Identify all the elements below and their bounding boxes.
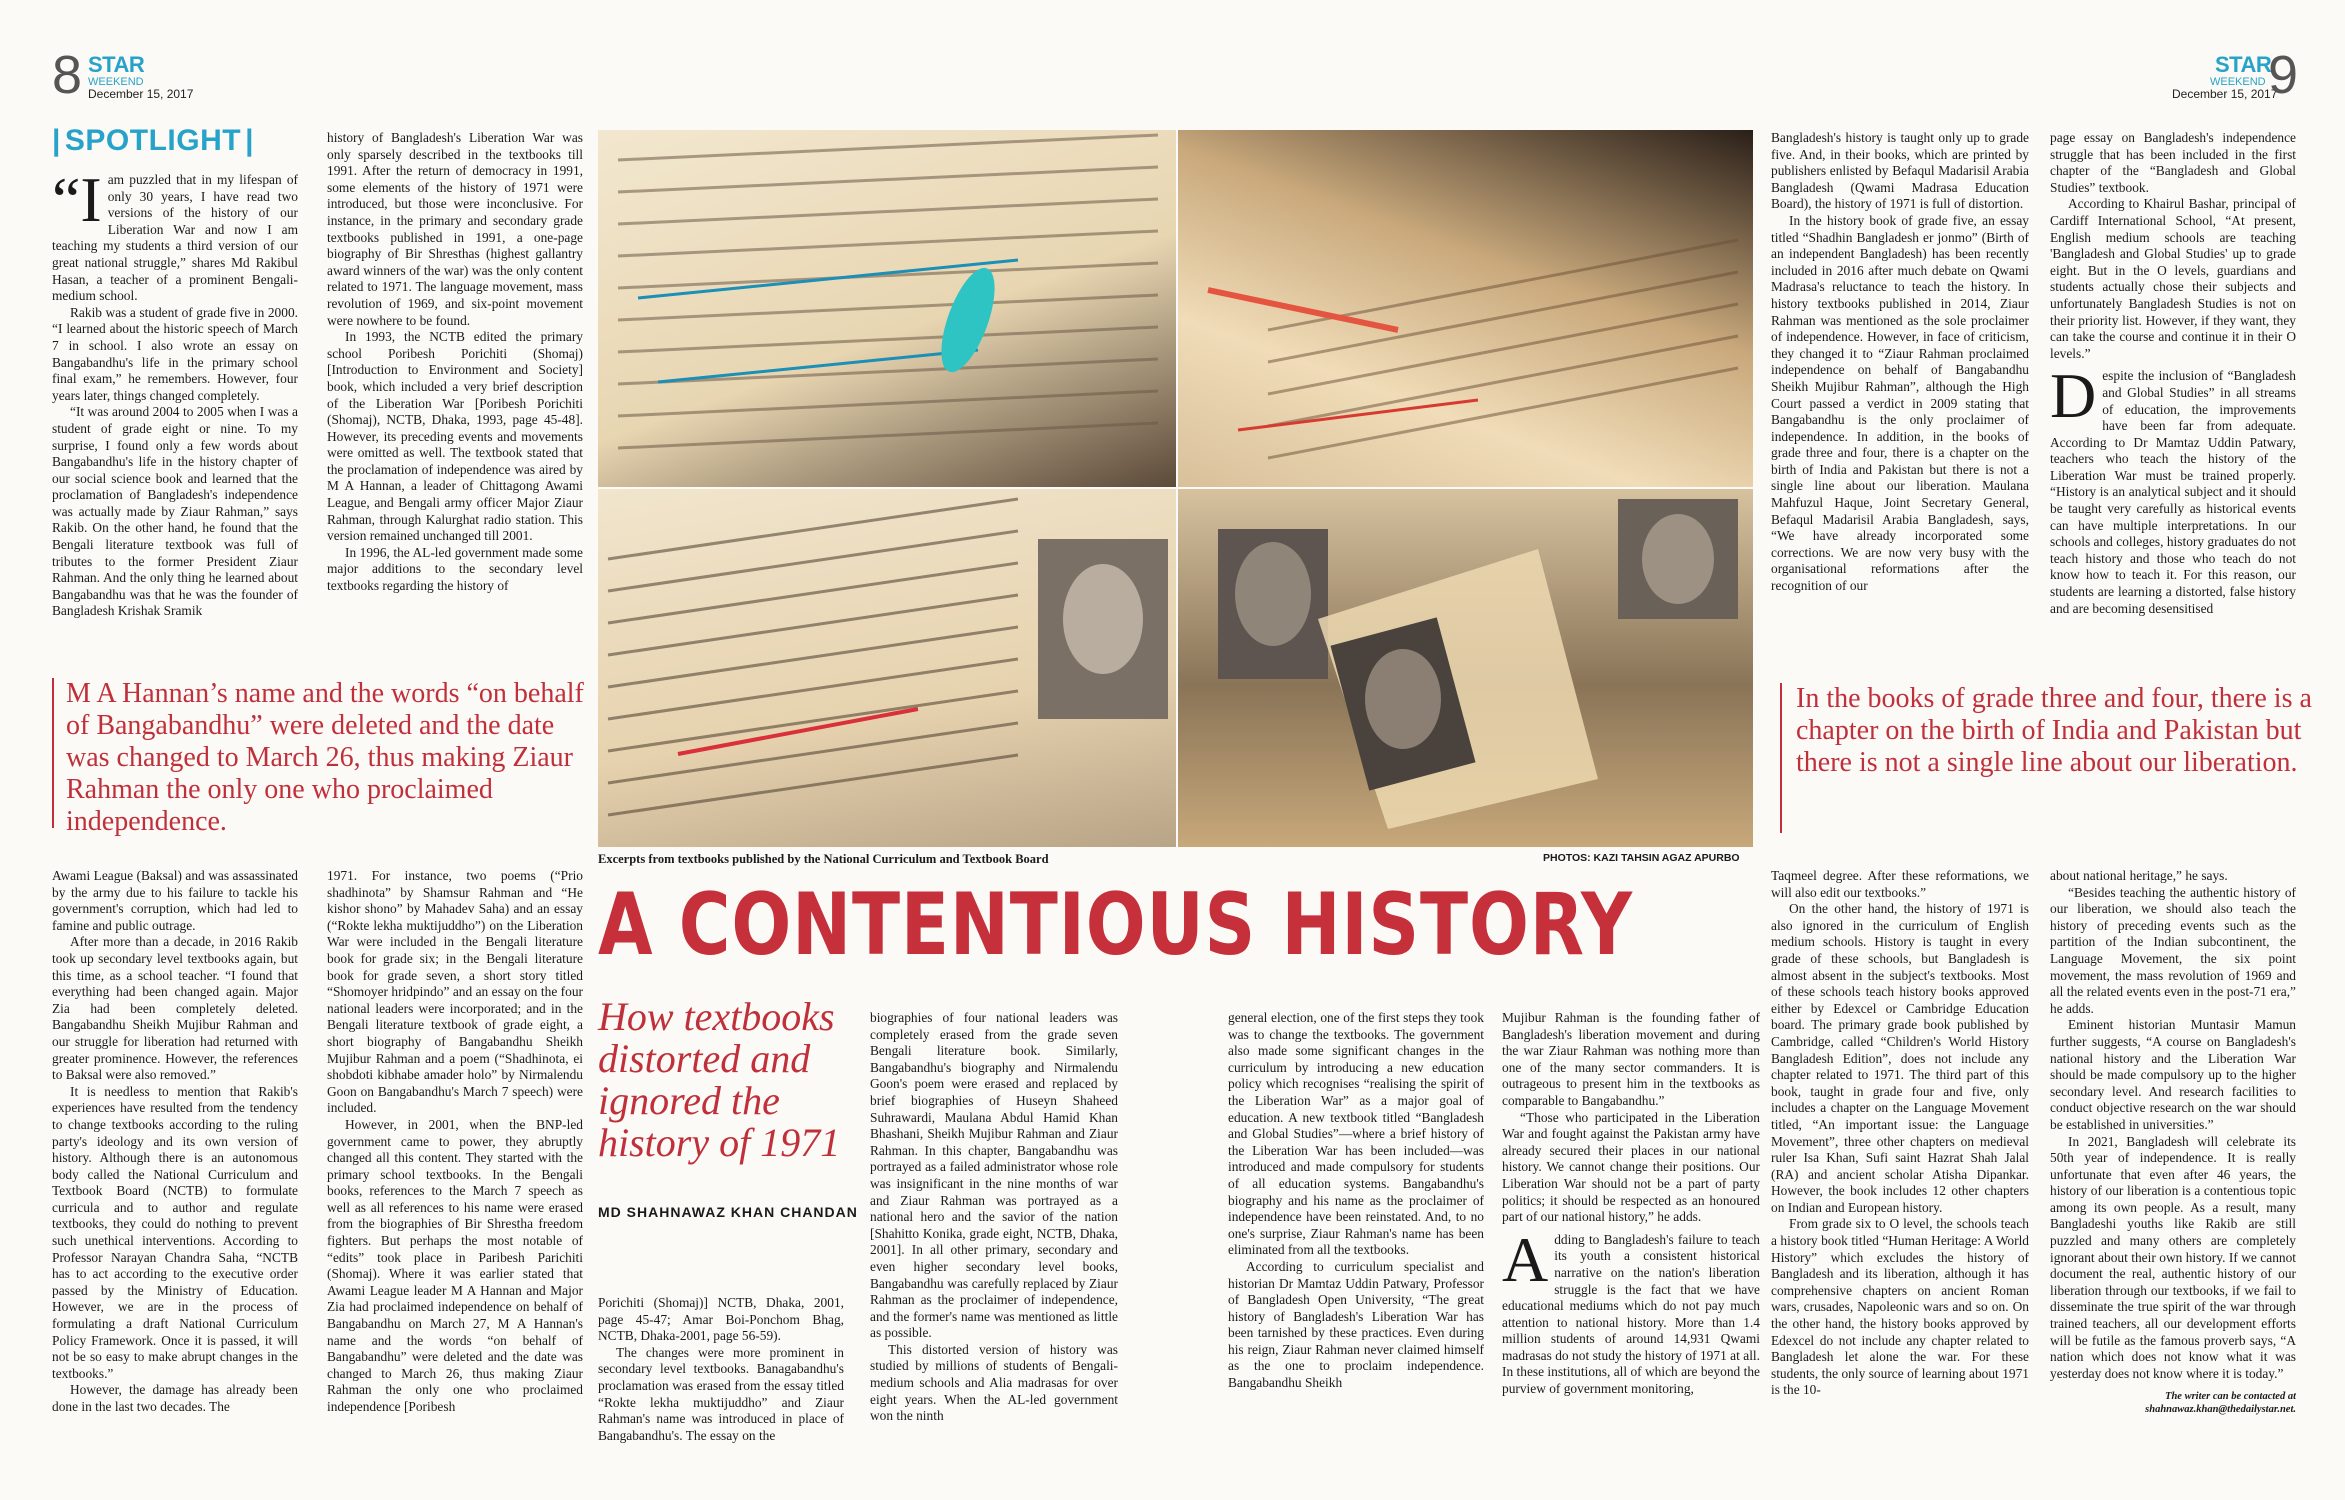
author-note: The writer can be contacted at — [2165, 1391, 2296, 1403]
brand-logo-left: STAR — [88, 52, 145, 77]
photo-caption: Excerpts from textbooks published by the National Curriculum and Textbook Board — [598, 852, 1049, 866]
article-column-4 — [2050, 130, 2296, 650]
article-column-b7 — [1771, 868, 2029, 1460]
section-dropcap: D — [2050, 360, 2097, 432]
page-number-left: 8 — [52, 45, 83, 105]
paragraph: This distorted version of history was studied by millions of students of Bengali-medium schools and Alia madrasas for over eight years. When the AL-led government won the ninth — [870, 1341, 1118, 1424]
textbook-photo-4 — [1178, 489, 1753, 847]
paragraph: In 1996, the AL-led government made some major additions to the secondary level textbooks regarding the history of — [327, 544, 583, 594]
paragraph: In 1993, the NCTB edited the primary school Poribesh Porichiti (Shomaj) [Introduction to Environment and Society] book, which included a very brief description of the Liberation War [Poribesh Porichiti (Shomaj), NCTB, Dhaka, 1993, page 45-48]. However, its preceding events and movements were omitted as well. The textbook stated that the proclamation of independence was aired by M A Hannan, a leader of Chittagong Awami League, and Bengali army officer Major Ziaur Rahman, through Kalurghat radio station. This version remained unchanged till 2001. — [327, 329, 583, 544]
article-column-b4 — [870, 1010, 1118, 1460]
textbook-photo-2 — [1178, 130, 1753, 487]
textbook-photo-3-art — [598, 489, 1176, 847]
textbook-photo-2-art — [1178, 130, 1753, 487]
section-dropcap: A — [1502, 1223, 1549, 1295]
paragraph: It is needless to mention that Rakib's experiences have resulted from the tendency to change textbooks according to the ruling party's ideology and its own version of history. Although there is an autonomous body called the National Curriculum and Textbook Board (NCTB) to formulate curricula and to author and regulate textbooks, they could do nothing to prevent such unethical interventions. According to Professor Narayan Chandra Saha, “NCTB has to act according to the executive order passed by the Ministry of Education. However, we are in the process of formulating a draft National Curriculum Policy Framework. Once it is passed, it will not be so easy to make abrupt changes in the textbooks.” — [52, 1083, 298, 1381]
paragraph: According to Khairul Bashar, principal of Cardiff International School, “At present, English medium schools are teaching 'Bangladesh and Global Studies' up to grade eight. But in the O levels, guardians and students actually chose their subjects and unfortunately Bangladesh Studies is not on their priority list. However, if they want, they can take the course and continue it in their O levels.” — [2050, 196, 2296, 361]
paragraph: page essay on Bangladesh's independence struggle that has been included in the first chapter of the “Bangladesh and Global Studies” textbook. — [2050, 130, 2296, 195]
textbook-photo-4-art — [1178, 489, 1753, 847]
paragraph: From grade six to O level, the schools teach a history book titled “Human Heritage: A World History” which excludes the history of Bangladesh and its liberation, although it has comprehensive chapters on ancient Roman wars, crusades, Napoleonic wars and so on. On the other hand, the history books approved by Edexcel do not include any chapter related to Bangladesh let alone the war. For these students, the only source of learning about 1971 is the 10- — [1771, 1216, 2029, 1398]
paragraph: general election, one of the first steps they took was to change the textbooks. The government also made some significant changes in the curriculum by introducing a new education policy which recognises “realising the spirit of the Liberation War” as a major goal of education. A new textbook titled “Bangladesh and Global Studies”—where a brief history of the Liberation War has been included—was introduced and made compulsory for students of all education systems. Bangabandhu's biography and his name as the proclaimer of independence have been reinstated. And, to no one's surprise, Ziaur Rahman's name has been eliminated from all the textbooks. — [1228, 1010, 1484, 1258]
deck: How textbooks distorted and ignored the history of 1971 — [598, 994, 841, 1165]
paragraph: However, in 2001, when the BNP-led government came to power, they abruptly changed all this content. They started with the primary school textbooks. In the Bengali books, references to the March 7 speech as well as all references to his name were erased from the biographies of Bir Shrestha freedom fighters. But perhaps the most notable of “edits” took place in Paribesh Parichiti (Shomaj). Where it was earlier stated that Awami League leader M A Hannan and Major Zia had proclaimed independence on behalf of Bangabandhu on March 27, M A Hannan's name and the words “on behalf of Bangabandhu” were deleted and the date was changed to March 26, thus making Ziaur Rahman the only one who proclaimed independence [Poribesh — [327, 1116, 583, 1414]
photo-credit: PHOTOS: KAZI TAHSIN AGAZ APURBO — [1543, 852, 1740, 864]
article-column-b2 — [327, 868, 583, 1460]
byline: MD SHAHNAWAZ KHAN CHANDAN — [598, 1204, 858, 1220]
article-column-b6 — [1502, 1010, 1760, 1460]
paragraph: However, the damage has already been done in the last two decades. The — [52, 1382, 298, 1414]
textbook-photo-3 — [598, 489, 1176, 847]
article-column-1 — [52, 172, 298, 658]
author-email: shahnawaz.khan@thedailystar.net. — [2145, 1404, 2296, 1416]
brand-logo-right: STAR — [2215, 52, 2272, 77]
paragraph: Bangladesh's history is taught only up to grade five. And, in their books, which are printed by publishers enlisted by Befaqul Madarisil Arabia Bangladesh (Qwami Madrasa Education Board), the history of 1971 is full of distortion. — [1771, 130, 2029, 212]
brand-sub-left: WEEKEND — [88, 76, 144, 88]
paragraph: After more than a decade, in 2016 Rakib took up secondary level textbooks again, but this time, as a school teacher. “I found that everything had been changed again. Major Zia had been completely deleted. Bangabandhu Sheikh Mujibur Rahman and our struggle for liberation had returned with greater prominence. However, the references to Baksal were also removed.” — [52, 934, 298, 1083]
article-column-b5 — [1228, 1010, 1484, 1460]
paragraph: “It was around 2004 to 2005 when I was a student of grade eight or nine. To my surprise, I found only a few words about Bangabandhu's life in the history chapter of our social science book and learned that the proclamation of Bangladesh's independence was actually made by Ziaur Rahman,” says Rakib. On the other hand, he found that the Bengali literature textbook was full of tributes to the former President Ziaur Rahman. And the only thing he learned about Bangabandhu was that he was the founder of Bangladesh Krishak Sramik — [52, 404, 298, 619]
paragraph: “Those who participated in the Liberation War and fought against the Pakistan army have already secured their places in our national history. We cannot change their positions. Our Liberation War should not be a part of party politics; it should be respected as an honoured part of our national history,” he adds. — [1502, 1109, 1760, 1225]
pull-quote-left — [52, 678, 596, 837]
paragraph: On the other hand, the history of 1971 is also ignored in the curriculum of English medium schools. History is taught in every grade of these schools, but Bangladesh is almost absent in the subject's textbooks. Most of these schools teach history books approved either by Edexcel or Cambridge Education board. The primary grade book published by Cambridge, called “Children's World History Bangladesh Edition”, does not include any chapter related to 1971. The third part of this book, taught in grade four and five, only includes a chapter on the Language Movement titled, “An important issue: the Language Movement”, three other chapters on medieval ruler Isa Khan, Sufi saint Hazrat Shah Jalal (RA) and ancient scholar Atisha Dipankar. However, the book includes 12 other chapters on Indian and European history. — [1771, 901, 2029, 1215]
paragraph: am puzzled that in my lifespan of only 30 years, I have read two versions of the history of our Liberation War and now I am teaching my students a third version of our great national struggle,” shares Md Rakibul Hasan, a teacher of a prominent Bengali-medium school. — [52, 172, 298, 304]
paragraph: 1971. For instance, two poems (“Prio shadhinota” by Shamsur Rahman and “He kishor shono” by Mahadev Saha) and an essay (“Rokte lekha muktijuddho”) on the Liberation War were included in the Bengali literature book for grade six; in the Bengali literature book for grade seven, a short story titled “Shomoyer hridpindo” and an essay on the four national leaders were incorporated; and in the Bengali literature textbook of grade eight, a short biography of Bangabandhu Sheikh Mujibur Rahman and a poem (“Shadhinota, ei shobdoti kibhabe amader holo” by Nirmalendu Goon on Bangabandhu's March 7 speech) were included. — [327, 868, 583, 1116]
headline: A CONTENTIOUS HISTORY — [598, 875, 1633, 975]
pull-quote-right-text: In the books of grade three and four, there is a chapter on the birth of India and Pakistan but there is not a single line about our liberation. — [1796, 683, 2312, 778]
paragraph: Awami League (Baksal) and was assassinated by the army due to his failure to tackle his government's corruption, which had led to famine and public outrage. — [52, 868, 298, 933]
paragraph: The changes were more prominent in secondary level textbooks. Banagabandhu's proclamation was erased from the essay titled “Rokte lekha muktijuddho” and Ziaur Rahman's name was introduced in place of Bangabandhu's. The essay on the — [598, 1344, 844, 1443]
paragraph: Rakib was a student of grade five in 2000. “I learned about the historic speech of March 7 in school. I also wrote an essay on Bangabandhu's life in the primary school final exam,” he remembers. However, four years later, things changed completely. — [52, 304, 298, 403]
pull-quote-right — [1780, 683, 2316, 833]
paragraph: Mujibur Rahman is the founding father of Bangladesh's liberation movement and during the war Ziaur Rahman was nothing more than one of the many sector commanders. It is outrageous to present him in the textbooks as comparable to Bangabandhu.” — [1502, 1010, 1760, 1108]
paragraph: According to curriculum specialist and historian Dr Mamtaz Uddin Patwary, Professor of Bangladesh Open University, “The great history of Bangladesh's Liberation War has been tarnished by these practices. Even during his reign, Ziaur Rahman never claimed himself as the one to proclaim independence. Bangabandhu Sheikh — [1228, 1258, 1484, 1391]
article-column-3 — [1771, 130, 2029, 650]
issue-date-left: December 15, 2017 — [88, 87, 194, 101]
article-column-2 — [327, 130, 583, 658]
paragraph: history of Bangladesh's Liberation War was only sparsely described in the textbooks till 1991. After the return of democracy in 1991, some elements of the history of 1971 were introduced, but those were inconclusive. For instance, in the primary and secondary grade textbooks published in 1991, a one-page biography of Bir Shresthas (highest gallantry award winners of the war) was the only content related to 1971. The language movement, mass revolution of 1969, and six-point movement were nowhere to be found. — [327, 130, 583, 328]
paragraph: In the history book of grade five, an essay titled “Shadhin Bangladesh er jonmo” (Birth of an independent Bangladesh) has been recently included in 2016 after much debate on Qwami Madrasa's reluctance to teach the history. In history textbooks published in 2014, Ziaur Rahman was mentioned as the sole proclaimer of independence. However, in face of criticism, they changed it to “Ziaur Rahman proclaimed independence on behalf of Bangabandhu Sheikh Mujibur Rahman”, although the High Court passed a verdict in 2009 stating that Bangabandhu is the only proclaimer of independence. In addition, in the books of grade three and four, there is a chapter on the birth of India and Pakistan but there is not a single line about our liberation. Maulana Mahfuzul Haque, Joint Secretary General, Befaqul Madarisil Arabia Bangladesh, says, “We have already incorporated some corrections. We are now very busy with the organisational reformations after the recognition of our — [1771, 212, 2029, 594]
section-label: | SPOTLIGHT | — [52, 124, 254, 157]
page-number-right: 9 — [2268, 45, 2299, 105]
opening-dropcap: “I — [52, 172, 102, 235]
paragraph: dding to Bangladesh's failure to teach its youth a consistent historical narrative on the nation's liberation struggle is the fact that we have educational mediums which do not pay much attention to national history. More than 1.4 million students of around 14,931 Qwami madrasas do not study the history of 1971 at all. In these institutions, all of which are beyond the purview of government monitoring, — [1502, 1231, 1760, 1397]
article-column-b1 — [52, 868, 298, 1460]
paragraph: Taqmeel degree. After these reformations, we will also edit our textbooks.” — [1771, 868, 2029, 900]
textbook-photo-1-art — [598, 130, 1176, 487]
pull-quote-left-text: M A Hannan’s name and the words “on behalf of Bangabandhu” were deleted and the date was changed to March 26, thus making Ziaur Rahman the only one who proclaimed independence. — [66, 678, 584, 837]
textbook-photo-1 — [598, 130, 1176, 487]
paragraph: about national heritage,” he says. — [2050, 868, 2228, 883]
paragraph: espite the inclusion of “Bangladesh and Global Studies” in all streams of education, the improvements have been far from adequate. According to Dr Mamtaz Uddin Patwary, teachers who teach the history of the Liberation War must be trained properly. “History is an analytical subject and it should be taught very carefully as historical events can have multiple interpretations. In our schools and colleges, history graduates do not teach history and those who teach do not know how to teach it. For this reason, our students are learning a distorted, false history and are becoming desensitised — [2050, 368, 2296, 616]
paragraph: Porichiti (Shomaj)] NCTB, Dhaka, 2001, page 45-47; Amar Boi-Ponchom Bhag, NCTB, Dhaka-2001, page 56-59). — [598, 1295, 844, 1344]
brand-sub-right: WEEKEND — [2210, 76, 2266, 88]
article-column-b3 — [598, 1295, 844, 1460]
paragraph: In 2021, Bangladesh will celebrate its 50th year of independence. It is really unfortunate that even after 46 years, the history of our liberation is a contentious topic among its own people. As a result, many Bangladeshi youths like Rakib are still puzzled and many others are completely ignorant about their own history. If we cannot document the real, authentic history of our liberation through our textbooks, if we fail to disseminate the true spirit of the war through trained teachers, all our development efforts will be futile as the famous proverb says, “A nation which does not know what it was yesterday does not know where it is today.” — [2050, 1133, 2296, 1381]
paragraph: Eminent historian Muntasir Mamun further suggests, “A course on Bangladesh's national history and the Liberation War should be made compulsory up to the higher secondary level. And research facilities to conduct objective research on the war should be established in universities.” — [2050, 1017, 2296, 1132]
paragraph: biographies of four national leaders was completely erased from the grade seven Bengali literature book. Similarly, Bangabandhu's biography and Nirmalendu Goon's poem were erased and replaced by brief biographies of Huseyn Shaheed Suhrawardi, Maulana Abdul Hamid Khan Bhashani, Sheikh Mujibur Rahman and Ziaur Rahman. In this chapter, Bangabandhu was portrayed as a failed administrator whose role was insignificant in the nine months of war and Ziaur Rahman was portrayed as a national hero and the savior of the nation [Shahitto Konika, grade eight, NCTB, Dhaka, 2001]. In all other primary, secondary and even higher secondary level books, Bangabandhu was carefully replaced by Ziaur Rahman as the proclaimer of independence, and the former's name was mentioned as little as possible. — [870, 1010, 1118, 1341]
section-label-text: SPOTLIGHT — [64, 124, 242, 157]
article-column-b8 — [2050, 868, 2296, 1460]
issue-date-right: December 15, 2017 — [2172, 87, 2278, 101]
paragraph: “Besides teaching the authentic history of our liberation, we should also teach the history of preceding events such as the partition of the Indian subcontinent, the Language Movement, the six point movement, the mass revolution of 1969 and all the related events even in the post-71 era,” he adds. — [2050, 884, 2296, 1016]
